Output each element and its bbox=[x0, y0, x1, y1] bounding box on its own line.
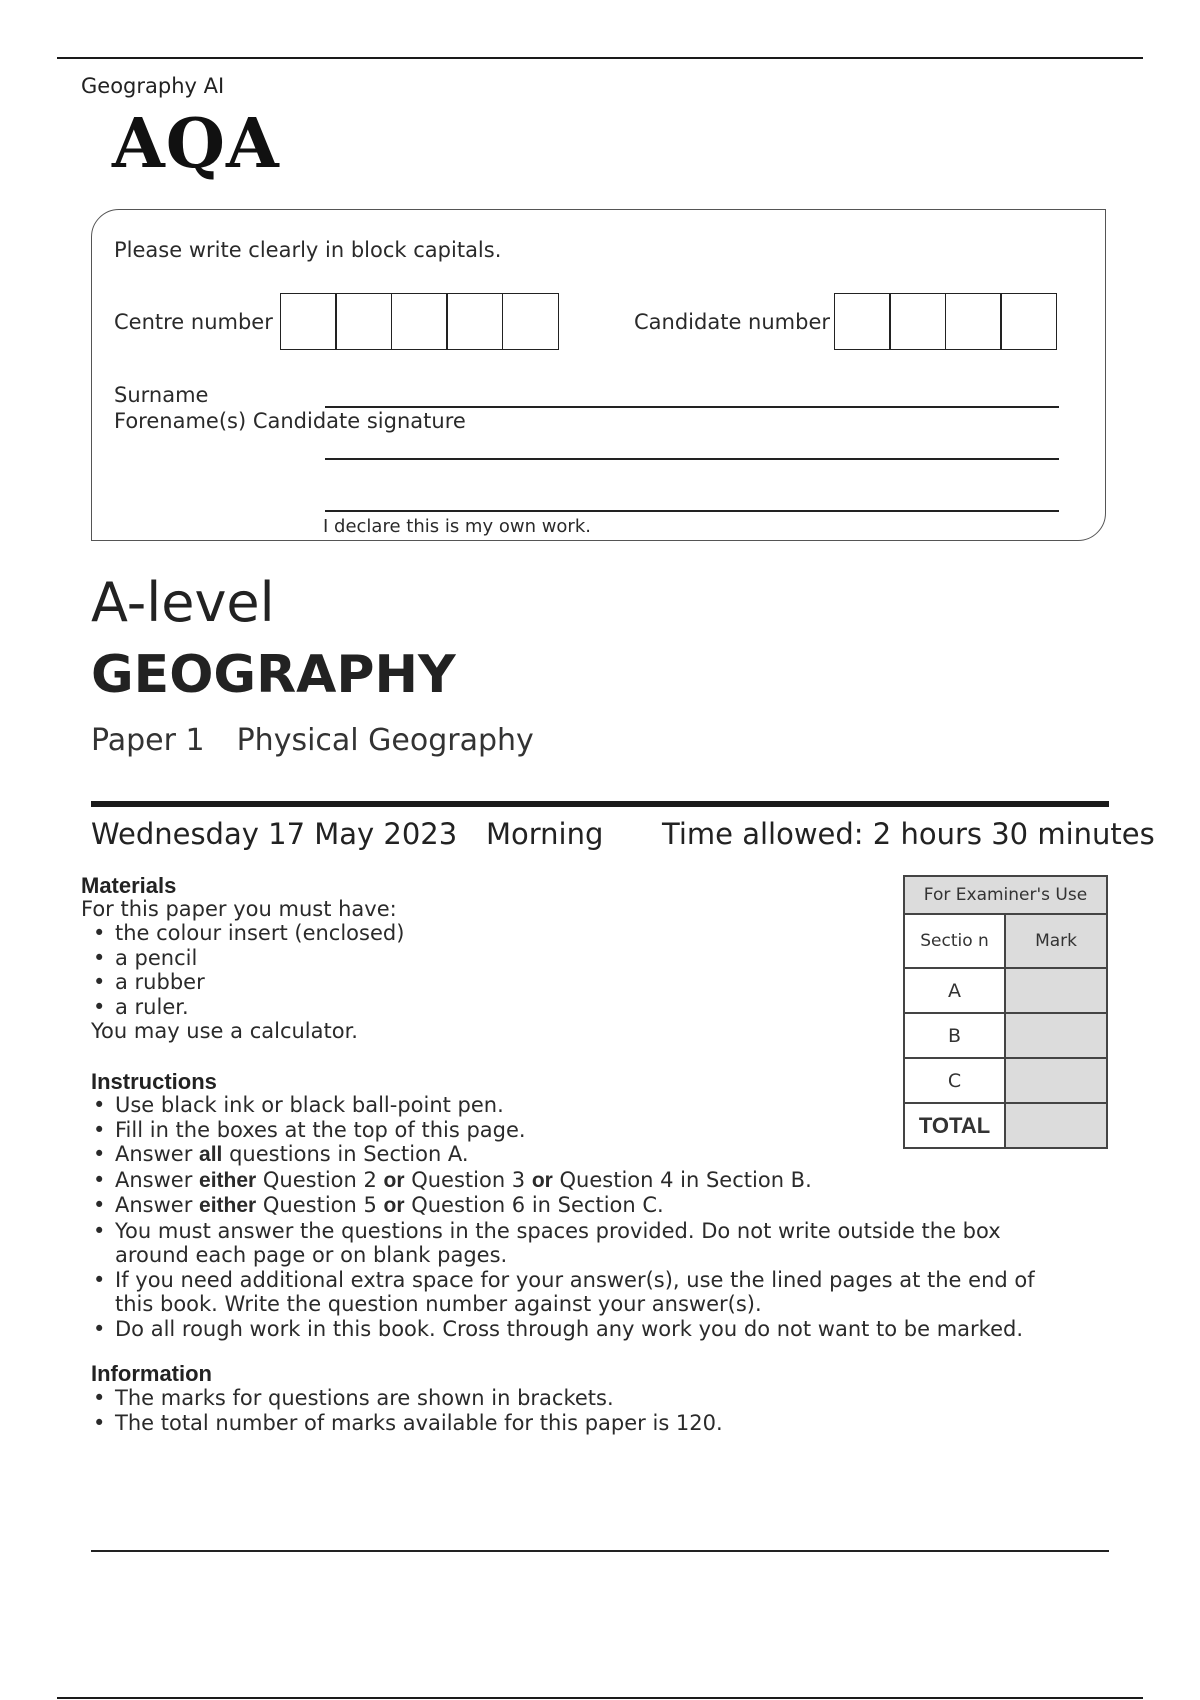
candidate-number-digit-box[interactable] bbox=[834, 293, 891, 350]
total-label: TOTAL bbox=[904, 1103, 1005, 1148]
information-heading: Information bbox=[91, 1361, 212, 1386]
declaration-text: I declare this is my own work. bbox=[323, 516, 591, 537]
list-item: • Fill in the boxes at the top of this page. bbox=[91, 1118, 1101, 1143]
centre-number-digit-box[interactable] bbox=[446, 293, 503, 350]
mark-column-header: Mark bbox=[1005, 914, 1107, 968]
mark-cell bbox=[1005, 1013, 1107, 1058]
candidate-number-digit-box[interactable] bbox=[945, 293, 1002, 350]
centre-number-digit-box[interactable] bbox=[280, 293, 337, 350]
centre-number-digit-box[interactable] bbox=[502, 293, 559, 350]
centre-number-label: Centre number bbox=[114, 310, 273, 334]
qualification-level: A-level bbox=[91, 571, 275, 634]
examiners-use-table bbox=[903, 875, 1108, 1149]
list-item: • Answer all questions in Section A. bbox=[91, 1142, 1101, 1168]
list-item: • Answer either Question 5 or Question 6 in Section C. bbox=[91, 1193, 1101, 1219]
section-cell: A bbox=[904, 968, 1005, 1013]
list-item: • the colour insert (enclosed) bbox=[91, 921, 404, 946]
centre-number-digit-box[interactable] bbox=[391, 293, 448, 350]
exam-session: Morning bbox=[486, 817, 604, 851]
mark-cell bbox=[1005, 968, 1107, 1013]
list-item: • The total number of marks available for this paper is 120. bbox=[91, 1411, 723, 1436]
footer-rule bbox=[91, 1550, 1109, 1552]
surname-line[interactable] bbox=[325, 406, 1059, 408]
examiners-use-title: For Examiner's Use bbox=[904, 876, 1107, 914]
section-cell: C bbox=[904, 1058, 1005, 1103]
section-cell: B bbox=[904, 1013, 1005, 1058]
list-item: • a pencil bbox=[91, 946, 404, 971]
document-header: Geography AI bbox=[81, 74, 225, 98]
list-item: • Use black ink or black ball-point pen. bbox=[91, 1093, 1101, 1118]
list-item: • Answer either Question 2 or Question 3 or Question 4 in Section B. bbox=[91, 1168, 1101, 1194]
materials-list bbox=[91, 921, 404, 1019]
candidate-number-digit-box[interactable] bbox=[1000, 293, 1057, 350]
signature-line[interactable] bbox=[325, 510, 1059, 512]
exam-date: Wednesday 17 May 2023 bbox=[91, 817, 458, 851]
paper-name: Physical Geography bbox=[236, 723, 534, 758]
mark-cell bbox=[1005, 1058, 1107, 1103]
list-item: • a ruler. bbox=[91, 995, 404, 1020]
materials-heading: Materials bbox=[81, 873, 177, 898]
instructions-heading: Instructions bbox=[91, 1069, 217, 1094]
forenames-line[interactable] bbox=[325, 458, 1059, 460]
calculator-note: You may use a calculator. bbox=[91, 1019, 358, 1043]
list-item: • a rubber bbox=[91, 970, 404, 995]
section-column-header: Sectio n bbox=[904, 914, 1005, 968]
surname-label: Surname bbox=[114, 383, 209, 407]
list-item: • If you need additional extra space for your answer(s), use the lined pages at the end of this book. Write the question number against your answer(s). bbox=[91, 1268, 1075, 1317]
candidate-number-label: Candidate number bbox=[634, 310, 830, 334]
aqa-logo: AQA bbox=[112, 104, 280, 184]
time-allowed: Time allowed: 2 hours 30 minutes bbox=[662, 817, 1155, 851]
block-capitals-prompt: Please write clearly in block capitals. bbox=[114, 238, 502, 262]
paper-title bbox=[91, 723, 534, 758]
materials-intro: For this paper you must have: bbox=[81, 897, 397, 921]
information-list bbox=[91, 1386, 723, 1435]
list-item: • You must answer the questions in the spaces provided. Do not write outside the box around each page or on blank pages. bbox=[91, 1219, 1075, 1268]
total-mark-cell bbox=[1005, 1103, 1107, 1148]
centre-number-boxes bbox=[281, 293, 559, 350]
subject-title: GEOGRAPHY bbox=[91, 645, 456, 705]
title-rule bbox=[91, 801, 1109, 807]
centre-number-digit-box[interactable] bbox=[335, 293, 392, 350]
list-item: • Do all rough work in this book. Cross through any work you do not want to be marked. bbox=[91, 1317, 1101, 1342]
candidate-number-digit-box[interactable] bbox=[889, 293, 946, 350]
candidate-number-boxes bbox=[835, 293, 1057, 350]
forenames-signature-label: Forename(s) Candidate signature bbox=[114, 409, 466, 433]
list-item: • The marks for questions are shown in brackets. bbox=[91, 1386, 723, 1411]
top-rule bbox=[57, 57, 1143, 59]
paper-number: Paper 1 bbox=[91, 723, 205, 758]
bottom-rule bbox=[57, 1697, 1143, 1699]
